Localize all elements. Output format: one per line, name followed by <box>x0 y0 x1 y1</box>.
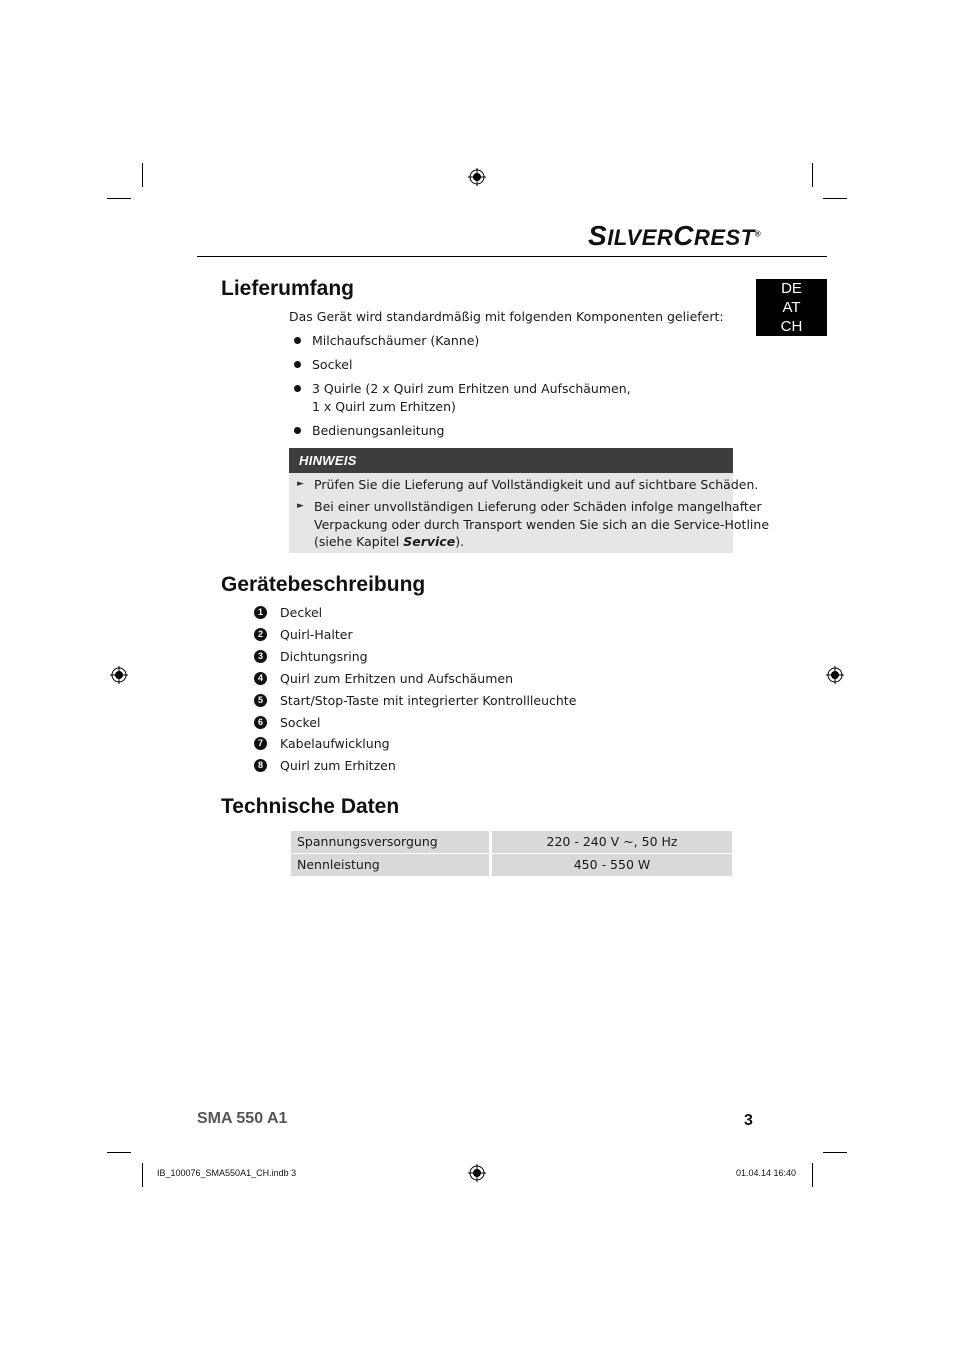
number-badge: 5 <box>254 694 267 707</box>
bullet-icon <box>294 427 301 434</box>
registration-mark-icon <box>110 666 128 684</box>
page-number: 3 <box>744 1112 753 1129</box>
note-line: Bei einer unvollständigen Lieferung oder Schäden infolge mangelhafter <box>314 499 762 514</box>
language-code: DE <box>781 280 802 297</box>
list-item: Milchaufschäumer (Kanne) <box>312 333 480 348</box>
section-title-description: Gerätebeschreibung <box>221 573 426 596</box>
note-text: (siehe Kapitel <box>314 534 404 549</box>
number-badge: 3 <box>254 650 267 663</box>
note-chapter-reference: Service <box>403 534 456 549</box>
crop-mark <box>823 1152 847 1153</box>
brand-letter: C <box>673 220 694 251</box>
part-label: Quirl zum Erhitzen <box>280 758 396 773</box>
part-label: Dichtungsring <box>280 649 368 664</box>
bullet-icon <box>294 337 301 344</box>
number-badge: 2 <box>254 628 267 641</box>
crop-mark <box>812 1163 813 1187</box>
section-title-specs: Technische Daten <box>221 795 400 818</box>
crop-mark <box>823 198 847 199</box>
number-badge: 6 <box>254 716 267 729</box>
brand-letter: S <box>588 220 608 251</box>
note-line: Verpackung oder durch Transport wenden Sie sich an die Service-Hotline <box>314 517 770 532</box>
registration-mark-icon <box>826 666 844 684</box>
registered-mark: ® <box>754 229 762 239</box>
registration-mark-icon <box>468 168 486 186</box>
crop-mark <box>812 163 813 187</box>
note-title: HINWEIS <box>299 453 357 468</box>
part-label: Deckel <box>280 605 323 620</box>
crop-mark <box>142 1163 143 1187</box>
part-label: Kabelaufwicklung <box>280 736 390 751</box>
note-line <box>314 534 464 549</box>
number-badge: 4 <box>254 672 267 685</box>
part-label: Quirl zum Erhitzen und Aufschäumen <box>280 671 514 686</box>
part-label: Quirl-Halter <box>280 627 353 642</box>
note-header <box>289 448 733 473</box>
print-slug-file: IB_100076_SMA550A1_CH.indb 3 <box>157 1168 297 1178</box>
list-item: 3 Quirle (2 x Quirl zum Erhitzen und Aufschäumen, <box>312 381 631 396</box>
crop-mark <box>107 1152 131 1153</box>
number-badge: 8 <box>254 759 267 772</box>
spec-label: Spannungsversorgung <box>291 831 489 853</box>
brand-letters: ILVER <box>607 225 674 250</box>
crop-mark <box>107 198 131 199</box>
bullet-icon <box>294 385 301 392</box>
arrow-right-icon: ► <box>297 501 304 511</box>
part-label: Start/Stop-Taste mit integrierter Kontrollleuchte <box>280 693 577 708</box>
print-slug-date: 01.04.14 16:40 <box>736 1168 797 1178</box>
note-box <box>289 448 770 553</box>
language-code: CH <box>780 318 803 335</box>
spec-value: 220 - 240 V ~, 50 Hz <box>492 831 732 853</box>
part-label: Sockel <box>280 715 321 730</box>
brand-logo <box>588 220 761 250</box>
header-rule <box>197 256 827 257</box>
model-number: SMA 550 A1 <box>197 1110 288 1127</box>
list-item-continuation: 1 x Quirl zum Erhitzen) <box>312 399 456 414</box>
spec-value: 450 - 550 W <box>492 854 732 876</box>
list-item: Sockel <box>312 357 353 372</box>
language-badge <box>756 279 827 336</box>
crop-mark <box>142 163 143 187</box>
spec-label: Nennleistung <box>291 854 489 876</box>
registration-mark-icon <box>468 1164 486 1182</box>
section-title-scope: Lieferumfang <box>221 277 355 300</box>
number-badge: 1 <box>254 606 267 619</box>
arrow-right-icon: ► <box>297 479 304 489</box>
number-badge: 7 <box>254 737 267 750</box>
scope-intro: Das Gerät wird standardmäßig mit folgenden Komponenten geliefert: <box>289 309 724 324</box>
bullet-icon <box>294 361 301 368</box>
language-code: AT <box>782 299 801 316</box>
note-text: ). <box>455 534 465 549</box>
note-line: Prüfen Sie die Lieferung auf Vollständigkeit und auf sichtbare Schäden. <box>314 477 759 492</box>
brand-letters: REST <box>694 225 755 250</box>
list-item: Bedienungsanleitung <box>312 423 445 438</box>
